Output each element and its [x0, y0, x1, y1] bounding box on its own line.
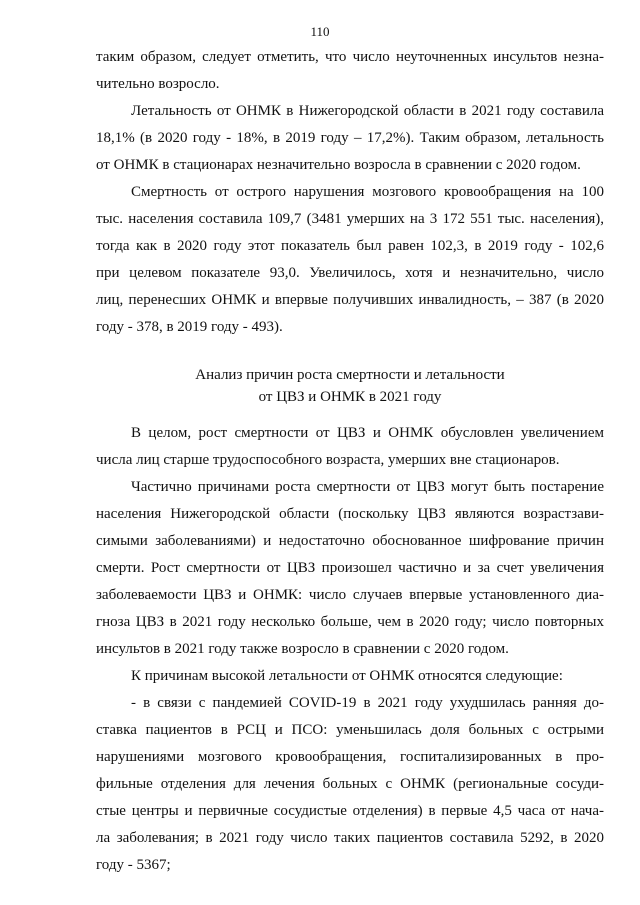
text-line: смерти. Рост смертности от ЦВЗ произошел частично и за счет увеличения: [96, 560, 604, 576]
text-line: Смертность от острого нарушения мозгового кровообращения на 100: [131, 184, 604, 200]
text-line: К причинам высокой летальности от ОНМК относятся следующие:: [131, 668, 563, 684]
text-line: 18,1% (в 2020 году - 18%, в 2019 году – 17,2%). Таким образом, летальность: [96, 130, 604, 146]
text-line: населения Нижегородской области (поскольку ЦВЗ являются возрастзави-: [96, 506, 604, 522]
paragraph: [96, 44, 604, 98]
paragraph: [96, 690, 604, 879]
text-line: чительно возросло.: [96, 76, 220, 92]
text-line: таким образом, следует отметить, что число неуточненных инсультов незна-: [96, 49, 604, 65]
text-line: нарушениями мозгового кровообращения, госпитализированных в про-: [96, 749, 604, 765]
section-heading-line-1: Анализ причин роста смертности и летальности: [195, 367, 505, 383]
paragraph: [96, 663, 604, 690]
text-line: гноза ЦВЗ в 2021 году несколько больше, чем в 2020 году; число повторных: [96, 614, 604, 630]
text-line: заболеваемости ЦВЗ и ОНМК: число случаев впервые установленного диа-: [96, 587, 604, 603]
text-line: при целевом показателе 93,0. Увеличилось, хотя и незначительно, число: [96, 265, 604, 281]
paragraph: [96, 474, 604, 663]
text-line: ла заболевания; в 2021 году число таких пациентов составила 5292, в 2020: [96, 830, 604, 846]
text-line: тогда как в 2020 году этот показатель был равен 102,3, в 2019 году - 102,6: [96, 238, 604, 254]
section-before-heading: [96, 44, 604, 341]
body-text: [96, 44, 604, 879]
text-line: числа лиц старше трудоспособного возраста, умерших вне стационаров.: [96, 452, 560, 468]
paragraph: [96, 179, 604, 341]
text-line: ставка пациентов в РСЦ и ПСО: уменьшилась доля больных с острыми: [96, 722, 604, 738]
text-line: лиц, перенесших ОНМК и впервые получивших инвалидность, – 387 (в 2020: [96, 292, 604, 308]
text-line: году - 5367;: [96, 857, 171, 873]
paragraph: [96, 420, 604, 474]
text-line: тыс. населения составила 109,7 (3481 умерших на 3 172 551 тыс. населения),: [96, 211, 604, 227]
text-line: В целом, рост смертности от ЦВЗ и ОНМК обусловлен увеличением: [131, 425, 604, 441]
section-heading-line-2: от ЦВЗ и ОНМК в 2021 году: [258, 389, 442, 405]
text-line: - в связи с пандемией COVID-19 в 2021 году ухудшилась ранняя до-: [131, 695, 604, 711]
text-line: инсультов в 2021 году также возросло в сравнении с 2020 годом.: [96, 641, 509, 657]
text-line: симыми заболеваниями) и недостаточно обоснованное шифрование причин: [96, 533, 604, 549]
text-line: году - 378, в 2019 году - 493).: [96, 319, 283, 335]
section-after-heading: [96, 420, 604, 879]
paragraph: [96, 98, 604, 179]
text-line: от ОНМК в стационарах незначительно возросла в сравнении с 2020 годом.: [96, 157, 581, 173]
text-line: Частично причинами роста смертности от ЦВЗ могут быть постарение: [131, 479, 604, 495]
text-line: стые центры и первичные сосудистые отделения) в первые 4,5 часа от нача-: [96, 803, 604, 819]
text-line: фильные отделения для лечения больных с ОНМК (региональные сосуди-: [96, 776, 604, 792]
text-line: Летальность от ОНМК в Нижегородской области в 2021 году составила: [131, 103, 604, 119]
page-number: 110: [310, 24, 330, 39]
